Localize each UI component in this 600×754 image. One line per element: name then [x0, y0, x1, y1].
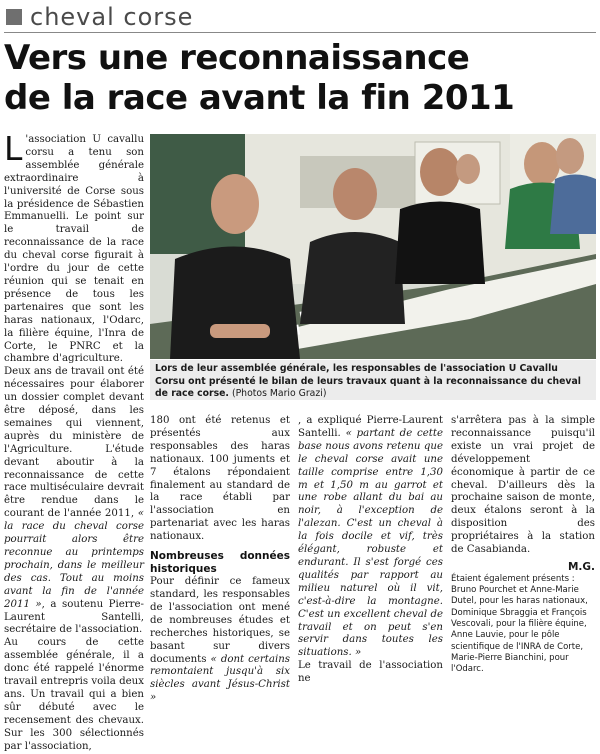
drop-cap: L	[4, 129, 23, 168]
photo-caption-text: Lors de leur assemblée générale, les responsables de l'association U Cavallu Corsu ont présenté le bilan de leurs travaux quant à la reconnaissance du cheval de race corse.	[155, 363, 581, 399]
article-paragraph-5: Le travail de l'association ne	[298, 660, 443, 685]
meeting-photo-illustration	[150, 134, 596, 359]
article-paragraph-3-cont: 180 ont été retenus et présentés aux responsables des haras nationaux. 100 juments et 7 étalons répondaient finalement au standard de la race établi par l'association en partenariat avec les haras nationaux.	[150, 415, 290, 543]
article-column-2	[150, 415, 290, 705]
article-paragraph-4-cont: , a expliqué Pierre-Laurent Santelli. « partant de cette base nous avons retenu que le cheval corse avait une taille comprise entre 1,30 m et 1,50 m au garrot et une robe allant du bai au noir, à l'exception de l'alezan. C'est un cheval à la fois docile et vif, très élégant, robuste et endurant. Il s'est forgé ces qualités par rapport au milieu naturel où il vit, c'est-à-dire la montagne. C'est un excellent cheval de travail et on peut s'en servir dans toutes les situations. »	[298, 415, 443, 659]
photo-credit: (Photos Mario Grazi)	[231, 388, 327, 399]
rubric-label: cheval corse	[30, 3, 194, 31]
rubric-divider	[4, 32, 596, 33]
article-headline	[4, 38, 596, 118]
section-rubric	[6, 2, 193, 32]
attendees-note: Étaient également présents : Bruno Pourchet et Anne-Marie Dutel, pour les haras nationaux, Dominique Sbraggia et François Vescovali, pour la filière équine, Anne Lauvie, pour le pôle scientifique de l'INRA de Corte, Marie-Pierre Bianchini, pour l'Odarc.	[451, 573, 588, 675]
photo-caption	[150, 360, 596, 400]
article-column-4	[451, 415, 595, 676]
article-subheading: Nombreuses données historiques	[150, 550, 290, 575]
article-photo	[150, 134, 596, 359]
author-signature: M.G.	[567, 560, 595, 573]
article-paragraph-1: L 'association U cavallu corsu a tenu son assemblée générale extraordinaire à l'université de Corse sous la présidence de Sébastien Emmanuelli. Le point sur le travail de reconnaissance de la race du cheval corse figurait à l'ordre du jour de cette réunion qui se tenait en présence de tous les partenaires que sont les haras nationaux, l'Odarc, la filière équine, l'Inra de Corte, le PNRC et la chambre d'agriculture.	[4, 129, 144, 365]
article-column-1	[4, 129, 144, 754]
article-paragraph-5-cont: s'arrêtera pas à la simple reconnaissance puisqu'il existe un vrai projet de développement économique à partir de ce cheval. D'ailleurs dès la prochaine saison de monte, deux étalons seront à la disposition des propriétaires à la station de Casabianda.	[451, 415, 595, 556]
article-paragraph-4: Pour définir ce fameux standard, les responsables de l'association ont mené de nombreuses études et recherches historiques, se basant sur divers documents « dont certains remontaient jusqu'à six siècles avant Jésus-Christ »	[150, 576, 291, 704]
headline-line-1: Vers une reconnaissance	[4, 38, 470, 78]
article-paragraph-3: Au cours de cette assemblée générale, il a donc été rappelé l'énorme travail entrepris voila deux ans. Un travail qui a bien sûr débuté avec le recensement des chevaux. Sur les 300 sélectionnés par l'association,	[4, 637, 144, 752]
article-column-3	[298, 415, 443, 686]
headline-line-2: de la race avant la fin 2011	[4, 78, 515, 118]
article-paragraph-2: Deux ans de travail ont été nécessaires pour élaborer un dossier complet devant être déposé, dans les semaines qui viennent, auprès du ministère de l'Agriculture. L'étude devant aboutir à la reconnaissance de cette race multiséculaire devrait être rendue dans le courant de l'année 2011, « la race du cheval corse pourrait alors être reconnue au printemps prochain, dans le meilleur des cas. Tout au moins avant la fin de l'année 2011 », a soutenu Pierre-Laurent Santelli, secrétaire de l'association.	[4, 366, 144, 636]
rubric-square-icon	[6, 9, 22, 25]
